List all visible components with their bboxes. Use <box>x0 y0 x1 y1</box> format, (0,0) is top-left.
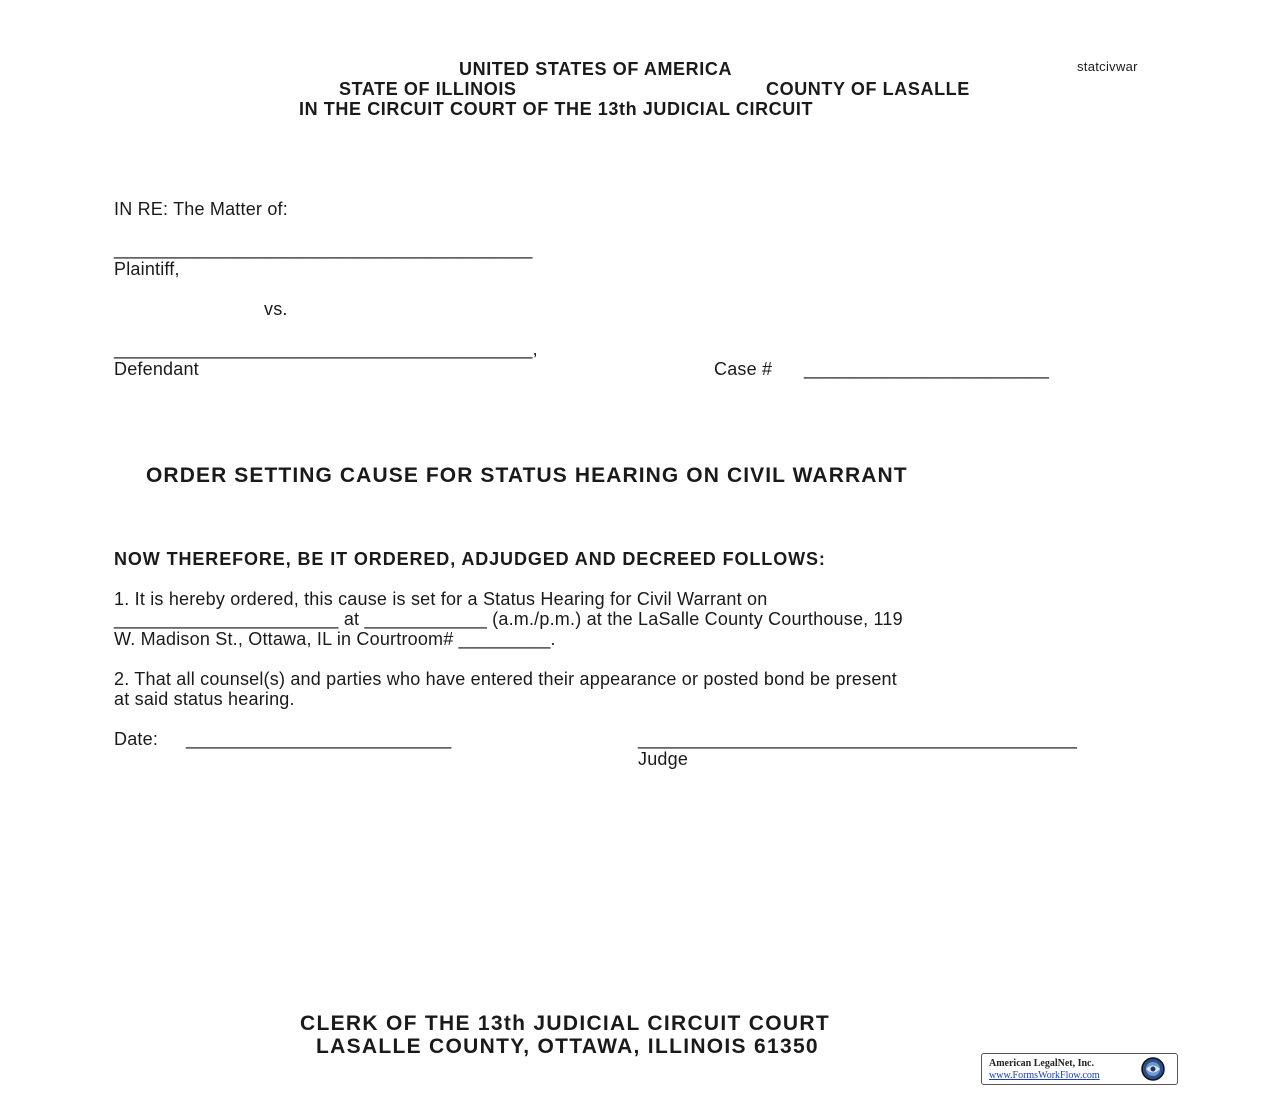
date-line: __________________________ <box>186 729 452 749</box>
in-re-label: IN RE: The Matter of: <box>114 199 288 219</box>
paragraph-2-line-2: at said status hearing. <box>114 689 295 709</box>
header-state: STATE OF ILLINOIS <box>339 79 517 99</box>
plaintiff-line: _________________________________________ <box>114 239 533 259</box>
case-number-label: Case # <box>714 359 773 379</box>
paragraph-2-line-1: 2. That all counsel(s) and parties who have entered their appearance or posted bond be present <box>114 669 897 689</box>
globe-logo-icon <box>1140 1056 1166 1082</box>
header-county: COUNTY OF LASALLE <box>766 79 970 99</box>
defendant-label: Defendant <box>114 359 199 379</box>
paragraph-1-line-1: 1. It is hereby ordered, this cause is set for a Status Hearing for Civil Warrant on <box>114 589 768 609</box>
clerk-line-2: LASALLE COUNTY, OTTAWA, ILLINOIS 61350 <box>316 1035 819 1058</box>
american-legalnet-badge[interactable] <box>981 1053 1178 1085</box>
order-heading: NOW THEREFORE, BE IT ORDERED, ADJUDGED AND DECREED FOLLOWS: <box>114 549 826 569</box>
plaintiff-label: Plaintiff, <box>114 259 180 279</box>
order-title: ORDER SETTING CAUSE FOR STATUS HEARING ON CIVIL WARRANT <box>146 464 908 487</box>
badge-url-link[interactable]: www.FormsWorkFlow.com <box>989 1070 1100 1081</box>
clerk-line-1: CLERK OF THE 13th JUDICIAL CIRCUIT COURT <box>300 1012 830 1035</box>
header-court: IN THE CIRCUIT COURT OF THE 13th JUDICIAL CIRCUIT <box>299 99 814 119</box>
badge-company-name: American LegalNet, Inc. <box>989 1058 1094 1069</box>
defendant-line: _________________________________________, <box>114 339 538 359</box>
judge-label: Judge <box>638 749 689 769</box>
date-label: Date: <box>114 729 159 749</box>
vs-label: vs. <box>264 299 288 319</box>
paragraph-1-line-3: W. Madison St., Ottawa, IL in Courtroom# _________. <box>114 629 556 649</box>
paragraph-1-line-2: ______________________ at ____________ (a.m./p.m.) at the LaSalle County Courthouse, 119 <box>114 609 903 629</box>
case-number-line: ________________________ <box>804 359 1050 379</box>
header-country: UNITED STATES OF AMERICA <box>459 59 733 79</box>
judge-signature-line: ___________________________________________ <box>638 729 1078 749</box>
form-code: statcivwar <box>1077 59 1138 74</box>
